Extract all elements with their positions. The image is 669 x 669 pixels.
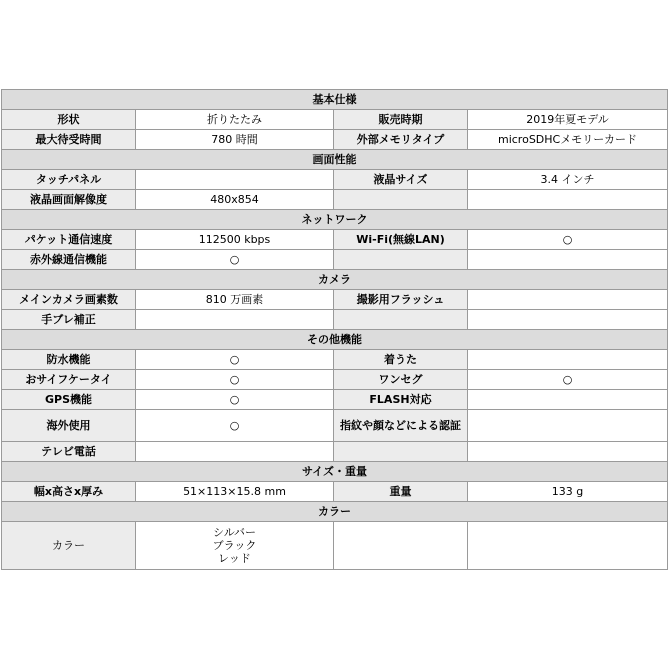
main-camera-value: 810 万画素 [136, 290, 334, 310]
spec-row [2, 130, 668, 150]
wifi-label: Wi-Fi(無線LAN) [334, 230, 468, 250]
spec-row [2, 522, 668, 570]
section-row [2, 502, 668, 522]
resolution-label: 液晶画面解像度 [2, 190, 136, 210]
spec-row [2, 442, 668, 462]
spec-row [2, 250, 668, 270]
section-row [2, 210, 668, 230]
section-row [2, 270, 668, 290]
blank-cell [334, 442, 468, 462]
touch-label: タッチパネル [2, 170, 136, 190]
stabilizer-label: 手ブレ補正 [2, 310, 136, 330]
blank-cell [468, 250, 668, 270]
standby-value: 780 時間 [136, 130, 334, 150]
waterproof-value: ○ [136, 350, 334, 370]
blank-cell [334, 190, 468, 210]
spec-row [2, 170, 668, 190]
packet-value: 112500 kbps [136, 230, 334, 250]
videocall-value [136, 442, 334, 462]
release-label: 販売時期 [334, 110, 468, 130]
dimensions-value: 51×113×15.8 mm [136, 482, 334, 502]
blank-cell [468, 442, 668, 462]
wifi-value: ○ [468, 230, 668, 250]
overseas-label: 海外使用 [2, 410, 136, 442]
biometric-value [468, 410, 668, 442]
waterproof-label: 防水機能 [2, 350, 136, 370]
weight-value: 133 g [468, 482, 668, 502]
section-color-title: カラー [2, 502, 668, 522]
blank-cell [468, 310, 668, 330]
section-row [2, 462, 668, 482]
standby-label: 最大待受時間 [2, 130, 136, 150]
oneseg-label: ワンセグ [334, 370, 468, 390]
section-row [2, 150, 668, 170]
spec-row [2, 290, 668, 310]
spec-row [2, 110, 668, 130]
lcd-size-value: 3.4 インチ [468, 170, 668, 190]
section-size-title: サイズ・重量 [2, 462, 668, 482]
ir-value: ○ [136, 250, 334, 270]
flash-support-value [468, 390, 668, 410]
flash-support-label: FLASH対応 [334, 390, 468, 410]
lcd-size-label: 液晶サイズ [334, 170, 468, 190]
blank-cell [468, 522, 668, 570]
blank-cell [334, 310, 468, 330]
chakuuta-value [468, 350, 668, 370]
section-camera-title: カメラ [2, 270, 668, 290]
gps-value: ○ [136, 390, 334, 410]
main-camera-label: メインカメラ画素数 [2, 290, 136, 310]
spec-row [2, 230, 668, 250]
section-basic-title: 基本仕様 [2, 90, 668, 110]
spec-row [2, 310, 668, 330]
spec-row [2, 390, 668, 410]
chakuuta-label: 着うた [334, 350, 468, 370]
overseas-value: ○ [136, 410, 334, 442]
oneseg-value: ○ [468, 370, 668, 390]
touch-value [136, 170, 334, 190]
spec-table [1, 89, 668, 570]
spec-row [2, 190, 668, 210]
form-value: 折りたたみ [136, 110, 334, 130]
camera-flash-value [468, 290, 668, 310]
release-value: 2019年夏モデル [468, 110, 668, 130]
section-display-title: 画面性能 [2, 150, 668, 170]
spec-row [2, 370, 668, 390]
packet-label: パケット通信速度 [2, 230, 136, 250]
section-network-title: ネットワーク [2, 210, 668, 230]
memory-value: microSDHCメモリーカード [468, 130, 668, 150]
section-row [2, 90, 668, 110]
resolution-value: 480x854 [136, 190, 334, 210]
color-label: カラー [2, 522, 136, 570]
gps-label: GPS機能 [2, 390, 136, 410]
weight-label: 重量 [334, 482, 468, 502]
ir-label: 赤外線通信機能 [2, 250, 136, 270]
spec-row [2, 350, 668, 370]
osaifu-label: おサイフケータイ [2, 370, 136, 390]
color-value: シルバー ブラック レッド [136, 522, 334, 570]
spec-row [2, 410, 668, 442]
blank-cell [334, 250, 468, 270]
videocall-label: テレビ電話 [2, 442, 136, 462]
spec-row [2, 482, 668, 502]
camera-flash-label: 撮影用フラッシュ [334, 290, 468, 310]
section-row [2, 330, 668, 350]
stabilizer-value [136, 310, 334, 330]
memory-label: 外部メモリタイプ [334, 130, 468, 150]
blank-cell [468, 190, 668, 210]
biometric-label: 指紋や顔などによる認証 [334, 410, 468, 442]
section-other-title: その他機能 [2, 330, 668, 350]
blank-cell [334, 522, 468, 570]
dimensions-label: 幅x高さx厚み [2, 482, 136, 502]
osaifu-value: ○ [136, 370, 334, 390]
form-label: 形状 [2, 110, 136, 130]
